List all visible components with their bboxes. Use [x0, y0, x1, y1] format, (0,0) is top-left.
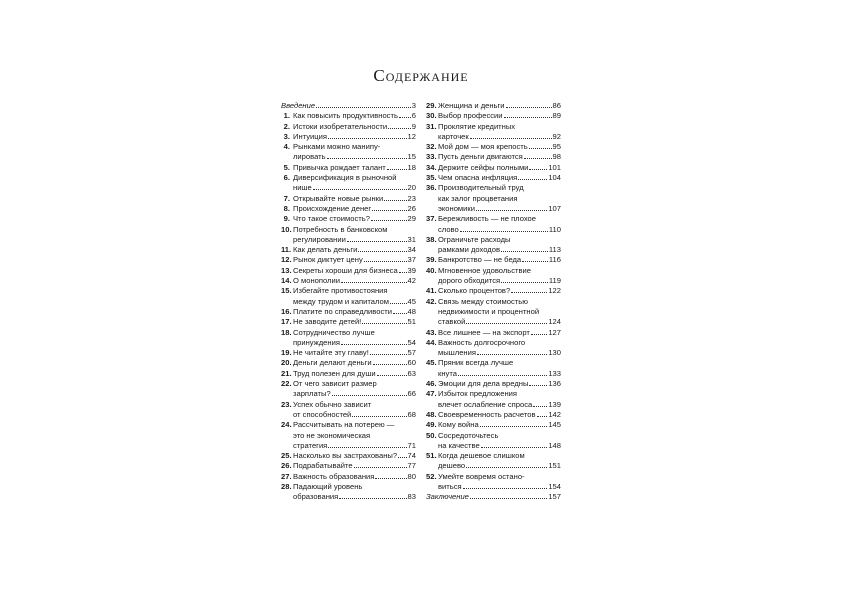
- toc-entry: [426, 235, 561, 256]
- toc-entry-title-line: Происхождение денег: [293, 203, 372, 213]
- toc-entry-number: 22.: [281, 379, 292, 389]
- toc-leader-dots: [328, 441, 406, 448]
- toc-entry-title-line: между трудом и капиталом: [293, 296, 389, 306]
- toc-entry: [426, 152, 561, 162]
- toc-page-number: 101: [548, 162, 561, 172]
- toc-page-number: 119: [548, 276, 561, 286]
- toc-entry-title-line: Пряник всегда лучше: [438, 358, 514, 368]
- toc-leader-dots: [481, 441, 548, 448]
- toc-entry: [281, 451, 416, 461]
- toc-entry-number: 29.: [426, 101, 437, 110]
- toc-leader-dots: [358, 245, 406, 252]
- toc-entry: [281, 142, 416, 163]
- toc-leader-dots: [398, 451, 406, 458]
- toc-leader-dots: [501, 276, 548, 283]
- toc-page-number: 68: [407, 409, 416, 419]
- toc-entry-number: 38.: [426, 234, 437, 244]
- toc-entry: [426, 389, 561, 410]
- toc-entry: [426, 379, 561, 389]
- toc-entry: [281, 307, 416, 317]
- toc-entry-title-line: Диверсификация в рыночной: [293, 173, 397, 183]
- toc-entry-title-line: Кому война: [438, 420, 479, 430]
- toc-leader-dots: [399, 111, 411, 118]
- toc-entry: [281, 317, 416, 327]
- toc-page-number: 45: [407, 296, 416, 306]
- toc-page-number: 80: [407, 471, 416, 481]
- toc-entry-title-line: Проклятие кредитных: [438, 121, 516, 131]
- toc-entry-number: 41.: [426, 286, 437, 296]
- toc-entry-title-line: это не экономическая: [293, 430, 371, 440]
- toc-page-number: 86: [552, 101, 561, 110]
- toc-leader-dots: [466, 461, 547, 468]
- toc-entry: [426, 101, 561, 111]
- toc-leader-dots: [373, 358, 407, 365]
- toc-page-number: 34: [407, 245, 416, 255]
- toc-entry: [426, 111, 561, 121]
- toc-entry-number: 27.: [281, 471, 292, 481]
- toc-entry-title-line: Успех обычно зависит: [293, 399, 372, 409]
- toc-page-number: 124: [548, 317, 561, 327]
- toc-entry-title-line: стратегия: [293, 440, 328, 450]
- toc-leader-dots: [390, 297, 407, 304]
- toc-entry-number: 49.: [426, 420, 437, 430]
- toc-entry-title-line: Рынок диктует цену: [293, 255, 363, 265]
- toc-entry-number: 26.: [281, 461, 292, 471]
- toc-entry-number: 16.: [281, 306, 292, 316]
- toc-entry: [426, 451, 561, 472]
- toc-page-number: 15: [407, 152, 416, 162]
- toc-page-number: 48: [407, 306, 416, 316]
- toc-entry-title-line: Подрабатывайте: [293, 461, 353, 471]
- toc-entry-title-line: Эмоции для дела вредны: [438, 379, 529, 389]
- toc-entry-number: 52.: [426, 471, 437, 481]
- toc-entry-number: 15.: [281, 286, 292, 296]
- toc-entry-title-line: Сосредоточьтесь: [438, 430, 499, 440]
- toc-entry-title-line: Связь между стоимостью: [438, 296, 528, 306]
- toc-leader-dots: [384, 194, 406, 201]
- toc-leader-dots: [347, 235, 407, 242]
- toc-entry: [281, 379, 416, 400]
- toc-entry-number: 48.: [426, 409, 437, 419]
- toc-entry: [426, 297, 561, 328]
- toc-leader-dots: [470, 132, 552, 139]
- toc-entry-title-line: Как делать деньги: [293, 245, 358, 255]
- toc-entry-title-line: Мой дом — моя крепость: [438, 142, 528, 152]
- toc-entry-title-line: Бережливость — не плохое: [438, 214, 536, 224]
- toc-page-number: 127: [548, 327, 561, 337]
- toc-page-number: 145: [548, 420, 561, 430]
- toc-entry-number: 50.: [426, 430, 437, 440]
- toc-entry-number: 24.: [281, 420, 292, 430]
- toc-leader-dots: [341, 338, 407, 345]
- toc-entry-title-line: регулировании: [293, 234, 346, 244]
- toc-entry: [281, 225, 416, 246]
- toc-entry-title-line: Важность долгосрочного: [438, 337, 526, 347]
- toc-entry-title-line: Интуиция: [293, 131, 327, 141]
- toc-entry-title-line: Открывайте новые рынки: [293, 193, 384, 203]
- toc-leader-dots: [501, 245, 548, 252]
- toc-entry-title-line: Важность образования: [293, 471, 375, 481]
- toc-entry: [426, 328, 561, 338]
- toc-entry-title-line: Введение: [281, 101, 316, 110]
- toc-entry-title-line: Истоки изобретательности: [293, 121, 388, 131]
- toc-page-number: 23: [407, 193, 416, 203]
- toc-page-number: 92: [552, 131, 561, 141]
- toc-leader-dots: [463, 482, 548, 489]
- toc-page-number: 98: [552, 152, 561, 162]
- toc-entry-number: 10.: [281, 224, 292, 234]
- toc-leader-dots: [364, 255, 407, 262]
- toc-page-number: 95: [552, 142, 561, 152]
- toc-entry-title-line: Банкротство — не беда: [438, 255, 522, 265]
- toc-page-number: 139: [548, 399, 561, 409]
- toc-entry: [281, 472, 416, 482]
- toc-entry-title-line: Что такое стоимость?: [293, 214, 370, 224]
- toc-entry-title-line: Насколько вы застрахованы?: [293, 451, 398, 461]
- toc-entry-title-line: Не читайте эту главу!: [293, 348, 369, 358]
- toc-page-number: 60: [407, 358, 416, 368]
- toc-entry-title-line: на качестве: [438, 440, 480, 450]
- toc-entry: [281, 276, 416, 286]
- toc-entry-title-line: О монополии: [293, 276, 340, 286]
- toc-entry-number: 46.: [426, 379, 437, 389]
- toc-entry-title-line: Держите сейфы полными: [438, 162, 529, 172]
- toc-entry-title-line: Сколько процентов?: [438, 286, 511, 296]
- toc-leader-dots: [339, 492, 406, 499]
- toc-entry-title-line: кнута: [438, 368, 457, 378]
- toc-entry: [281, 348, 416, 358]
- toc-page-number: 77: [407, 461, 416, 471]
- toc-page-number: 130: [548, 348, 561, 358]
- toc-leader-dots: [480, 420, 548, 427]
- toc-entry-number: 21.: [281, 368, 292, 378]
- toc-entry: [281, 461, 416, 471]
- toc-entry: [281, 369, 416, 379]
- toc-entry: [281, 111, 416, 121]
- toc-leader-dots: [529, 142, 552, 149]
- toc-page-number: 31: [407, 234, 416, 244]
- toc-entry-title-line: Избегайте противостояния: [293, 286, 388, 296]
- toc-page-number: 122: [548, 286, 561, 296]
- toc-entry-number: 4.: [283, 142, 290, 152]
- toc-entry-title-line: слово: [438, 224, 459, 234]
- toc-entry: [281, 482, 416, 503]
- toc-entry: [281, 358, 416, 368]
- toc-page-number: 9: [411, 121, 416, 131]
- toc-entry-title-line: Труд полезен для души: [293, 368, 376, 378]
- toc-entry-title-line: рамками доходов: [438, 245, 500, 255]
- toc-entry: [281, 266, 416, 276]
- toc-leader-dots: [387, 163, 407, 170]
- toc-entry-number: 42.: [426, 296, 437, 306]
- toc-page-number: 74: [407, 451, 416, 461]
- toc-leader-dots: [372, 204, 406, 211]
- toc-entry: [281, 400, 416, 421]
- toc-page-number: 133: [548, 368, 561, 378]
- toc-leader-dots: [328, 132, 407, 139]
- toc-leader-dots: [332, 389, 407, 396]
- toc-entry-title-line: влечет ослабление спроса: [438, 399, 533, 409]
- toc-entry: [426, 122, 561, 143]
- toc-page-number: 89: [552, 111, 561, 121]
- toc-entry: [426, 255, 561, 265]
- toc-entry-number: 45.: [426, 358, 437, 368]
- toc-entry: [281, 204, 416, 214]
- toc-leader-dots: [533, 400, 547, 407]
- toc-entry-number: 25.: [281, 451, 292, 461]
- toc-leader-dots: [393, 307, 407, 314]
- toc-leader-dots: [522, 255, 548, 262]
- toc-page-number: 157: [548, 492, 561, 502]
- toc-leader-dots: [460, 225, 548, 232]
- toc-leader-dots: [399, 266, 407, 273]
- toc-page-number: 26: [407, 203, 416, 213]
- toc-leader-dots: [352, 410, 406, 417]
- toc-leader-dots: [341, 276, 407, 283]
- toc-entry-title-line: Чем опасна инфляция: [438, 173, 518, 183]
- toc-entry-number: 20.: [281, 358, 292, 368]
- toc-page-number: 116: [548, 255, 561, 265]
- toc-entry-title-line: Все лишнее — на экспорт: [438, 327, 530, 337]
- toc-entry-number: 32.: [426, 142, 437, 152]
- toc-entry-number: 17.: [281, 317, 292, 327]
- page-title: Содержание: [373, 66, 469, 85]
- toc-page-number: 104: [548, 173, 561, 183]
- toc-entry-number: 39.: [426, 255, 437, 265]
- toc-entry-number: 36.: [426, 183, 437, 193]
- toc-entry-number: 9.: [283, 214, 290, 224]
- toc-entry-title-line: лировать: [293, 152, 326, 162]
- toc-entry: [426, 173, 561, 183]
- toc-entry-number: 5.: [283, 162, 290, 172]
- toc-entry: [426, 358, 561, 379]
- toc-entry: [426, 338, 561, 359]
- toc-entry: [281, 420, 416, 451]
- toc-entry-title-line: нише: [293, 183, 312, 193]
- toc-leader-dots: [354, 461, 407, 468]
- toc-page-number: 29: [407, 214, 416, 224]
- toc-entry-title-line: От чего зависит размер: [293, 379, 377, 389]
- toc-entry-title-line: Привычка рождает талант: [293, 162, 386, 172]
- toc-leader-dots: [529, 379, 547, 386]
- toc-entry-number: 14.: [281, 276, 292, 286]
- toc-entry-title-line: Платите по справедливости: [293, 306, 392, 316]
- toc-entry-title-line: Своевременность расчетов: [438, 409, 536, 419]
- toc-page-number: 148: [548, 440, 561, 450]
- toc-entry: [426, 214, 561, 235]
- toc-entry: [281, 286, 416, 307]
- toc-entry-number: 19.: [281, 348, 292, 358]
- toc-entry-number: 7.: [283, 193, 290, 203]
- toc-page-number: 20: [407, 183, 416, 193]
- toc-page-number: 151: [548, 461, 561, 471]
- toc-entry: [426, 472, 561, 493]
- toc-leader-dots: [531, 328, 547, 335]
- toc-page-number: 12: [407, 131, 416, 141]
- toc-page-number: 6: [411, 111, 416, 121]
- toc-entry-number: 40.: [426, 265, 437, 275]
- toc-entry-title-line: от способностей: [293, 409, 352, 419]
- toc-entry-title-line: Рассчитывать на потерею —: [293, 420, 395, 430]
- toc-entry-title-line: ставкой: [438, 317, 466, 327]
- toc-column-right: [426, 101, 561, 503]
- toc-entry: [281, 328, 416, 349]
- toc-entry-title-line: Падающий уровень: [293, 481, 363, 491]
- toc-entry-number: 12.: [281, 255, 292, 265]
- toc-entry-title-line: виться: [438, 481, 462, 491]
- toc-entry: [281, 245, 416, 255]
- toc-entry-number: 28.: [281, 481, 292, 491]
- toc-entry-number: 31.: [426, 121, 437, 131]
- toc-entry-title-line: как залог процветания: [438, 193, 518, 203]
- toc-entry-title-line: Сотрудничество лучше: [293, 327, 375, 337]
- toc-entry: [426, 420, 561, 430]
- toc-entry-title-line: принуждения: [293, 337, 340, 347]
- toc-entry-number: 51.: [426, 451, 437, 461]
- toc-entry: [281, 163, 416, 173]
- toc-leader-dots: [377, 369, 407, 376]
- toc-page-number: 18: [407, 162, 416, 172]
- toc-leader-dots: [466, 317, 547, 324]
- toc-entry-title-line: Заключение: [426, 492, 469, 502]
- toc-entry: [281, 132, 416, 142]
- toc-page-number: 57: [407, 348, 416, 358]
- toc-page-number: 3: [411, 101, 416, 110]
- toc-entry: [426, 286, 561, 296]
- toc-entry-title-line: Пусть деньги двигаются: [438, 152, 523, 162]
- toc-entry: [281, 255, 416, 265]
- toc-entry-number: 30.: [426, 111, 437, 121]
- toc-entry-title-line: Как повысить продуктивность: [293, 111, 398, 121]
- toc-entry-number: 47.: [426, 389, 437, 399]
- toc-page-number: 39: [407, 265, 416, 275]
- toc-leader-dots: [524, 152, 552, 159]
- toc-leader-dots: [477, 348, 547, 355]
- toc-page-number: 63: [407, 368, 416, 378]
- toc-entry-number: 34.: [426, 162, 437, 172]
- toc-page-number: 37: [407, 255, 416, 265]
- toc-entry-title-line: Мгновенное удовольствие: [438, 265, 531, 275]
- toc-page-number: 136: [548, 379, 561, 389]
- toc-entry-number: 33.: [426, 152, 437, 162]
- toc-entry-number: 2.: [283, 121, 290, 131]
- toc-entry-number: 37.: [426, 214, 437, 224]
- toc-entry-number: 43.: [426, 327, 437, 337]
- toc-leader-dots: [506, 101, 552, 108]
- toc-page-number: 42: [407, 276, 416, 286]
- toc-entry-title-line: Производительный труд: [438, 183, 524, 193]
- toc-entry: [426, 492, 561, 502]
- toc-page-number: 113: [548, 245, 561, 255]
- toc-entry-title-line: мышления: [438, 348, 476, 358]
- toc-entry-number: 18.: [281, 327, 292, 337]
- toc-leader-dots: [370, 348, 407, 355]
- toc-page-number: 71: [407, 440, 416, 450]
- toc-page-number: 154: [548, 481, 561, 491]
- toc-entry-title-line: карточек: [438, 131, 469, 141]
- toc-page-number: 142: [548, 409, 561, 419]
- toc-page-number: 51: [407, 317, 416, 327]
- toc-entry-title-line: Избыток предложения: [438, 389, 518, 399]
- toc-leader-dots: [476, 204, 547, 211]
- toc-leader-dots: [458, 369, 547, 376]
- toc-entry: [426, 142, 561, 152]
- toc-entry-number: 35.: [426, 173, 437, 183]
- toc-entry: [281, 214, 416, 224]
- toc-page-number: 66: [407, 389, 416, 399]
- toc-entry-title-line: Женщина и деньги: [438, 101, 505, 110]
- toc-entry: [281, 101, 416, 111]
- toc-entry: [281, 194, 416, 204]
- toc-entry-title-line: Выбор профессии: [438, 111, 503, 121]
- toc-entry-title-line: экономики: [438, 203, 475, 213]
- toc-entry-number: 23.: [281, 399, 292, 409]
- toc-page-number: 110: [548, 224, 561, 234]
- toc-leader-dots: [371, 214, 407, 221]
- toc-entry-title-line: зарплаты?: [293, 389, 331, 399]
- toc-leader-dots: [511, 286, 547, 293]
- toc-entry-title-line: Умейте вовремя остано-: [438, 471, 525, 481]
- toc-entry: [426, 266, 561, 287]
- toc-leader-dots: [362, 317, 406, 324]
- toc-leader-dots: [327, 152, 407, 159]
- toc-entry-title-line: дорого обходится: [438, 276, 501, 286]
- toc-leader-dots: [313, 183, 407, 190]
- toc-column-left: [281, 101, 416, 503]
- toc-entry-title-line: Секреты хороши для бизнеса: [293, 265, 398, 275]
- toc-page-number: 107: [548, 203, 561, 213]
- toc-leader-dots: [529, 163, 547, 170]
- toc-entry: [426, 163, 561, 173]
- toc-entry: [426, 431, 561, 452]
- toc-leader-dots: [388, 122, 411, 129]
- toc-entry-number: 8.: [283, 203, 290, 213]
- toc-entry-number: 13.: [281, 265, 292, 275]
- toc-page-number: 83: [407, 492, 416, 502]
- toc-page-number: 54: [407, 337, 416, 347]
- toc-leader-dots: [518, 173, 547, 180]
- toc-entry-number: 3.: [283, 131, 290, 141]
- toc-entry-title-line: Потребность в банковском: [293, 224, 388, 234]
- toc-leader-dots: [504, 111, 552, 118]
- toc-leader-dots: [375, 472, 406, 479]
- toc-entry-title-line: образования: [293, 492, 339, 502]
- toc-entry: [281, 173, 416, 194]
- toc-entry-title-line: Ограничьте расходы: [438, 234, 511, 244]
- toc-leader-dots: [316, 101, 411, 108]
- toc-entry-title-line: Когда дешевое слишком: [438, 451, 525, 461]
- toc-leader-dots: [537, 410, 548, 417]
- toc-entry: [426, 183, 561, 214]
- toc-entry-title-line: Рынками можно манипу-: [293, 142, 381, 152]
- toc-entry-number: 44.: [426, 337, 437, 347]
- toc-entry-number: 6.: [283, 173, 290, 183]
- toc-leader-dots: [470, 492, 547, 499]
- toc-entry-number: 1.: [283, 111, 290, 121]
- toc-entry: [281, 122, 416, 132]
- toc-entry-title-line: Не заводите детей!: [293, 317, 362, 327]
- toc-entry-title-line: Деньги делают деньги: [293, 358, 372, 368]
- toc-entry-title-line: недвижимости и процентной: [438, 306, 540, 316]
- toc-entry: [426, 410, 561, 420]
- toc-entry-title-line: дешево: [438, 461, 466, 471]
- toc-entry-number: 11.: [281, 245, 292, 255]
